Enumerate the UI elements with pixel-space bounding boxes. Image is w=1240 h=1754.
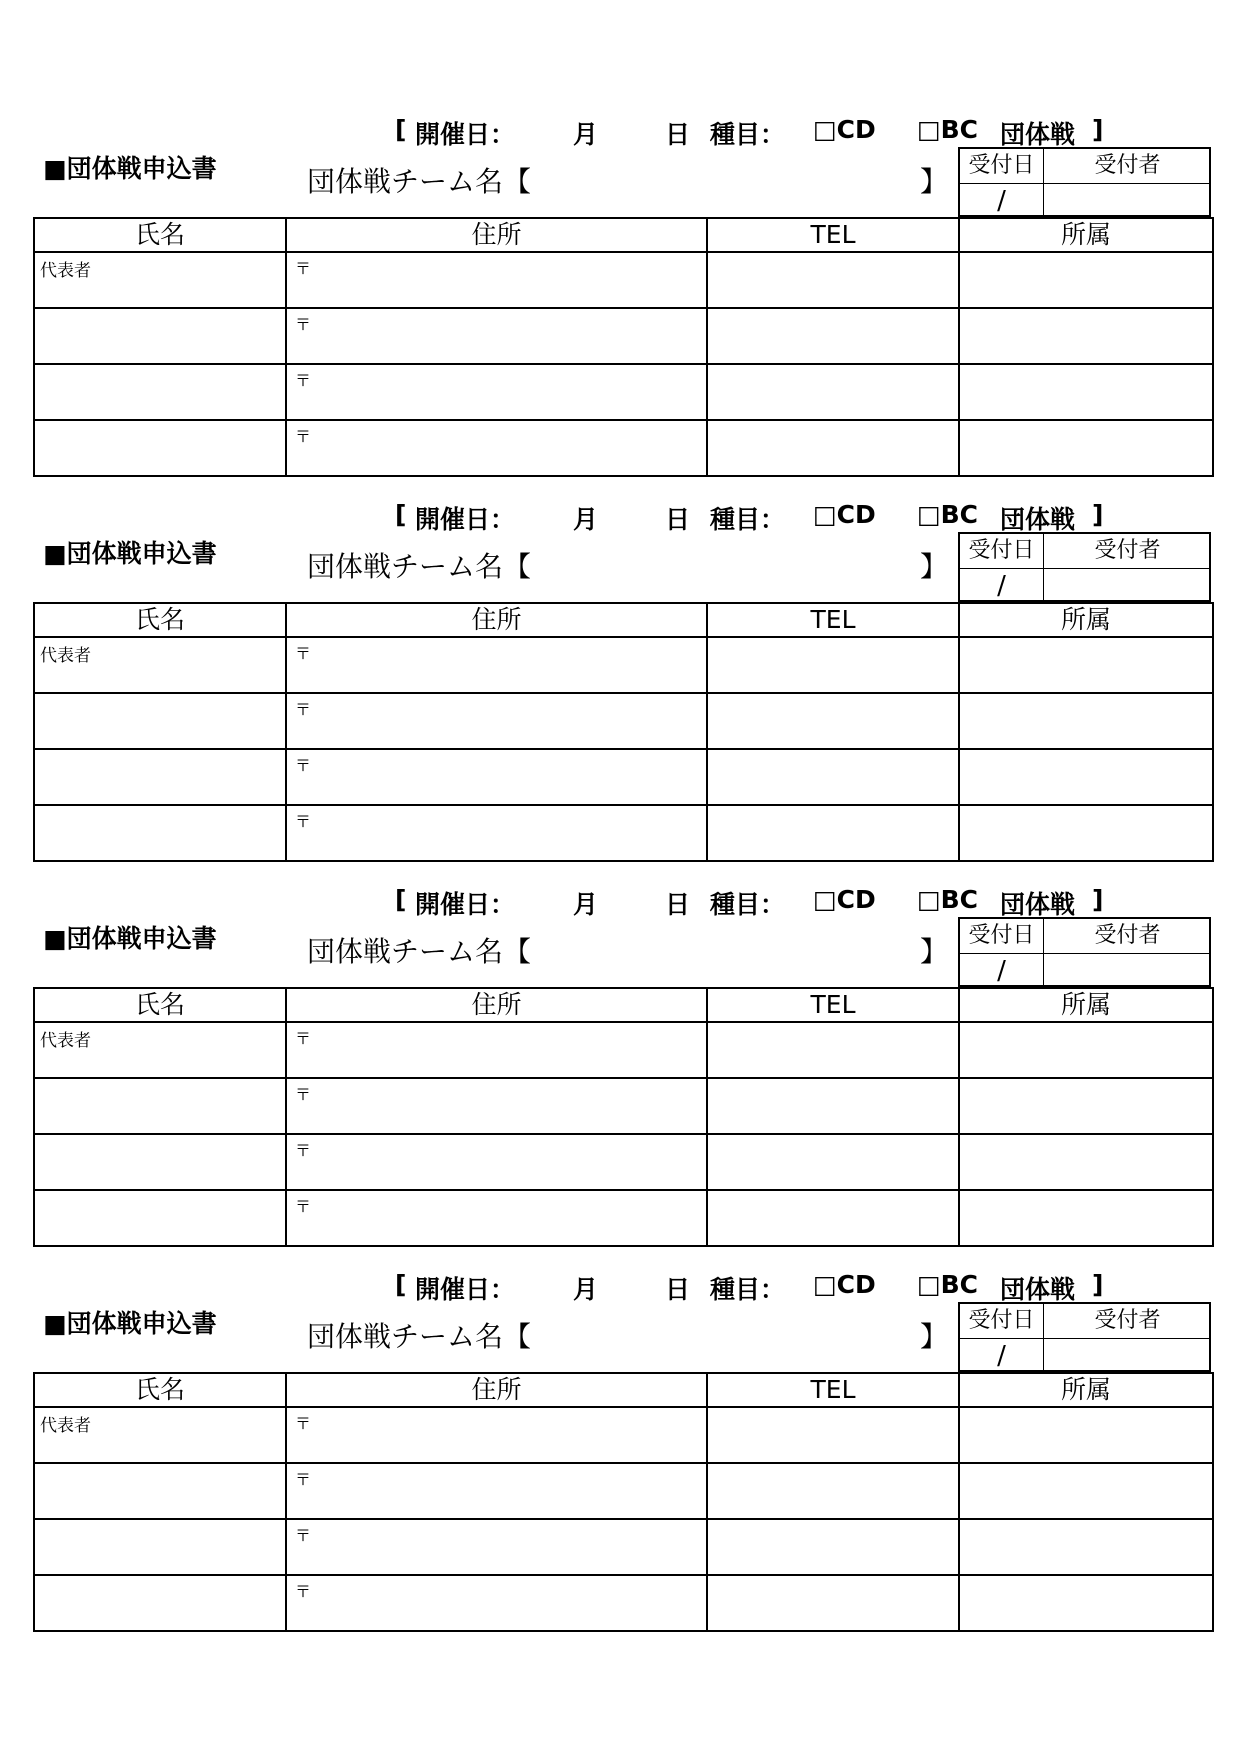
event-date-label: 開催日： xyxy=(415,1275,516,1304)
receipt-person-field[interactable] xyxy=(1044,1339,1211,1372)
form-title: ■団体戦申込書 xyxy=(43,154,217,183)
tel-cell[interactable] xyxy=(707,364,959,420)
tel-cell[interactable] xyxy=(707,1134,959,1190)
tel-cell[interactable] xyxy=(707,693,959,749)
option-bc-checkbox[interactable]: □BC xyxy=(917,885,979,914)
postal-mark: 〒 xyxy=(295,1141,312,1160)
table-header-row xyxy=(34,988,1213,1022)
tel-cell[interactable] xyxy=(707,805,959,861)
option-cd-checkbox[interactable]: □CD xyxy=(813,885,876,914)
name-cell[interactable] xyxy=(34,1463,286,1519)
category-label: 種目： xyxy=(710,890,786,919)
event-date-label: 開催日： xyxy=(415,890,516,919)
receipt-box xyxy=(958,147,1211,217)
column-header-affiliation: 所属 xyxy=(959,988,1213,1022)
affiliation-cell[interactable] xyxy=(959,1463,1213,1519)
receipt-person-label: 受付者 xyxy=(1044,534,1211,569)
representative-label: 代表者 xyxy=(40,1031,91,1051)
application-form-4 xyxy=(0,1270,1240,1655)
affiliation-cell[interactable] xyxy=(959,805,1213,861)
event-bracket-open: [ xyxy=(395,115,407,144)
name-cell[interactable] xyxy=(34,1022,286,1078)
day-label: 日 xyxy=(665,890,691,919)
name-cell[interactable] xyxy=(34,1407,286,1463)
name-cell[interactable] xyxy=(34,749,286,805)
postal-mark: 〒 xyxy=(295,756,312,775)
event-type: 団体戦 xyxy=(1000,890,1076,919)
application-form-1 xyxy=(0,115,1240,500)
affiliation-cell[interactable] xyxy=(959,252,1213,308)
application-form-3 xyxy=(0,885,1240,1270)
form-title: ■団体戦申込書 xyxy=(43,539,217,568)
column-header-tel: TEL xyxy=(707,1373,959,1407)
postal-mark: 〒 xyxy=(295,1197,312,1216)
option-bc-checkbox[interactable]: □BC xyxy=(917,500,979,529)
table-row xyxy=(34,1134,1213,1190)
name-cell[interactable] xyxy=(34,1519,286,1575)
tel-cell[interactable] xyxy=(707,1407,959,1463)
table-row xyxy=(34,1022,1213,1078)
table-row xyxy=(34,1078,1213,1134)
option-cd-checkbox[interactable]: □CD xyxy=(813,1270,876,1299)
receipt-person-field[interactable] xyxy=(1044,569,1211,602)
column-header-name: 氏名 xyxy=(34,1373,286,1407)
name-cell[interactable] xyxy=(34,1078,286,1134)
address-cell[interactable] xyxy=(286,308,707,364)
category-label: 種目： xyxy=(710,1275,786,1304)
column-header-affiliation: 所属 xyxy=(959,603,1213,637)
tel-cell[interactable] xyxy=(707,1575,959,1631)
address-cell[interactable] xyxy=(286,1463,707,1519)
postal-mark: 〒 xyxy=(295,1414,312,1433)
event-type: 団体戦 xyxy=(1000,120,1076,149)
day-label: 日 xyxy=(665,1275,691,1304)
event-type: 団体戦 xyxy=(1000,1275,1076,1304)
member-table xyxy=(33,217,1214,477)
tel-cell[interactable] xyxy=(707,637,959,693)
column-header-tel: TEL xyxy=(707,603,959,637)
tel-cell[interactable] xyxy=(707,1022,959,1078)
affiliation-cell[interactable] xyxy=(959,1190,1213,1246)
table-row xyxy=(34,693,1213,749)
receipt-person-label: 受付者 xyxy=(1044,149,1211,184)
receipt-date-label: 受付日 xyxy=(960,149,1044,184)
event-bracket-close: ] xyxy=(1092,1270,1104,1299)
name-cell[interactable] xyxy=(34,1190,286,1246)
table-row xyxy=(34,420,1213,476)
option-cd-checkbox[interactable]: □CD xyxy=(813,115,876,144)
receipt-date-label: 受付日 xyxy=(960,1304,1044,1339)
table-row xyxy=(34,805,1213,861)
column-header-name: 氏名 xyxy=(34,603,286,637)
form-title: ■団体戦申込書 xyxy=(43,1309,217,1338)
table-row xyxy=(34,1575,1213,1631)
postal-mark: 〒 xyxy=(295,1582,312,1601)
postal-mark: 〒 xyxy=(295,259,312,278)
event-bracket-close: ] xyxy=(1092,115,1104,144)
team-name-bracket-close: 】 xyxy=(920,1320,949,1353)
event-bracket-open: [ xyxy=(395,1270,407,1299)
table-row xyxy=(34,1407,1213,1463)
address-cell[interactable] xyxy=(286,1022,707,1078)
postal-mark: 〒 xyxy=(295,371,312,390)
affiliation-cell[interactable] xyxy=(959,364,1213,420)
column-header-tel: TEL xyxy=(707,218,959,252)
name-cell[interactable] xyxy=(34,637,286,693)
affiliation-cell[interactable] xyxy=(959,637,1213,693)
column-header-name: 氏名 xyxy=(34,218,286,252)
affiliation-cell[interactable] xyxy=(959,308,1213,364)
tel-cell[interactable] xyxy=(707,420,959,476)
column-header-address: 住所 xyxy=(286,218,707,252)
postal-mark: 〒 xyxy=(295,1029,312,1048)
team-name-bracket-close: 】 xyxy=(920,165,949,198)
name-cell[interactable] xyxy=(34,252,286,308)
member-table xyxy=(33,602,1214,862)
affiliation-cell[interactable] xyxy=(959,749,1213,805)
month-label: 月 xyxy=(573,1275,599,1304)
representative-label: 代表者 xyxy=(40,1416,91,1436)
member-table xyxy=(33,987,1214,1247)
postal-mark: 〒 xyxy=(295,1526,312,1545)
member-table xyxy=(33,1372,1214,1632)
receipt-person-label: 受付者 xyxy=(1044,919,1211,954)
team-name-label: 団体戦チーム名【 xyxy=(307,550,532,583)
postal-mark: 〒 xyxy=(295,427,312,446)
table-header-row xyxy=(34,1373,1213,1407)
tel-cell[interactable] xyxy=(707,1519,959,1575)
address-cell[interactable] xyxy=(286,749,707,805)
tel-cell[interactable] xyxy=(707,1078,959,1134)
address-cell[interactable] xyxy=(286,252,707,308)
name-cell[interactable] xyxy=(34,420,286,476)
column-header-affiliation: 所属 xyxy=(959,1373,1213,1407)
postal-mark: 〒 xyxy=(295,812,312,831)
team-name-label: 団体戦チーム名【 xyxy=(307,935,532,968)
column-header-tel: TEL xyxy=(707,988,959,1022)
receipt-box xyxy=(958,917,1211,987)
affiliation-cell[interactable] xyxy=(959,693,1213,749)
team-name-label: 団体戦チーム名【 xyxy=(307,165,532,198)
option-bc-checkbox[interactable]: □BC xyxy=(917,115,979,144)
table-row xyxy=(34,364,1213,420)
form-title: ■団体戦申込書 xyxy=(43,924,217,953)
name-cell[interactable] xyxy=(34,308,286,364)
receipt-box xyxy=(958,1302,1211,1372)
column-header-address: 住所 xyxy=(286,1373,707,1407)
column-header-name: 氏名 xyxy=(34,988,286,1022)
receipt-person-label: 受付者 xyxy=(1044,1304,1211,1339)
affiliation-cell[interactable] xyxy=(959,420,1213,476)
tel-cell[interactable] xyxy=(707,308,959,364)
receipt-box xyxy=(958,532,1211,602)
category-label: 種目： xyxy=(710,505,786,534)
column-header-affiliation: 所属 xyxy=(959,218,1213,252)
team-name-label: 団体戦チーム名【 xyxy=(307,1320,532,1353)
address-cell[interactable] xyxy=(286,1134,707,1190)
receipt-date-label: 受付日 xyxy=(960,534,1044,569)
address-cell[interactable] xyxy=(286,1078,707,1134)
option-bc-checkbox[interactable]: □BC xyxy=(917,1270,979,1299)
tel-cell[interactable] xyxy=(707,252,959,308)
column-header-address: 住所 xyxy=(286,988,707,1022)
event-date-label: 開催日： xyxy=(415,120,516,149)
address-cell[interactable] xyxy=(286,693,707,749)
table-row xyxy=(34,1519,1213,1575)
receipt-date-label: 受付日 xyxy=(960,919,1044,954)
receipt-date-field[interactable]: / xyxy=(960,184,1044,217)
address-cell[interactable] xyxy=(286,1190,707,1246)
name-cell[interactable] xyxy=(34,364,286,420)
team-name-bracket-close: 】 xyxy=(920,935,949,968)
address-cell[interactable] xyxy=(286,420,707,476)
receipt-date-field[interactable]: / xyxy=(960,954,1044,987)
receipt-person-field[interactable] xyxy=(1044,954,1211,987)
tel-cell[interactable] xyxy=(707,1463,959,1519)
address-cell[interactable] xyxy=(286,805,707,861)
receipt-person-field[interactable] xyxy=(1044,184,1211,217)
day-label: 日 xyxy=(665,120,691,149)
event-bracket-close: ] xyxy=(1092,885,1104,914)
affiliation-cell[interactable] xyxy=(959,1575,1213,1631)
table-row xyxy=(34,308,1213,364)
affiliation-cell[interactable] xyxy=(959,1078,1213,1134)
affiliation-cell[interactable] xyxy=(959,1134,1213,1190)
month-label: 月 xyxy=(573,505,599,534)
address-cell[interactable] xyxy=(286,637,707,693)
event-type: 団体戦 xyxy=(1000,505,1076,534)
event-bracket-open: [ xyxy=(395,500,407,529)
event-date-label: 開催日： xyxy=(415,505,516,534)
table-header-row xyxy=(34,218,1213,252)
affiliation-cell[interactable] xyxy=(959,1407,1213,1463)
address-cell[interactable] xyxy=(286,1575,707,1631)
postal-mark: 〒 xyxy=(295,315,312,334)
postal-mark: 〒 xyxy=(295,644,312,663)
day-label: 日 xyxy=(665,505,691,534)
month-label: 月 xyxy=(573,890,599,919)
table-row xyxy=(34,1463,1213,1519)
category-label: 種目： xyxy=(710,120,786,149)
postal-mark: 〒 xyxy=(295,1085,312,1104)
name-cell[interactable] xyxy=(34,805,286,861)
team-name-bracket-close: 】 xyxy=(920,550,949,583)
address-cell[interactable] xyxy=(286,1407,707,1463)
tel-cell[interactable] xyxy=(707,1190,959,1246)
name-cell[interactable] xyxy=(34,693,286,749)
option-cd-checkbox[interactable]: □CD xyxy=(813,500,876,529)
postal-mark: 〒 xyxy=(295,1470,312,1489)
address-cell[interactable] xyxy=(286,1519,707,1575)
affiliation-cell[interactable] xyxy=(959,1519,1213,1575)
event-bracket-close: ] xyxy=(1092,500,1104,529)
receipt-date-field[interactable]: / xyxy=(960,1339,1044,1372)
name-cell[interactable] xyxy=(34,1134,286,1190)
event-bracket-open: [ xyxy=(395,885,407,914)
affiliation-cell[interactable] xyxy=(959,1022,1213,1078)
tel-cell[interactable] xyxy=(707,749,959,805)
table-row xyxy=(34,749,1213,805)
column-header-address: 住所 xyxy=(286,603,707,637)
receipt-date-field[interactable]: / xyxy=(960,569,1044,602)
representative-label: 代表者 xyxy=(40,646,91,666)
table-row xyxy=(34,1190,1213,1246)
table-row xyxy=(34,252,1213,308)
representative-label: 代表者 xyxy=(40,261,91,281)
postal-mark: 〒 xyxy=(295,700,312,719)
table-row xyxy=(34,637,1213,693)
application-form-2 xyxy=(0,500,1240,885)
address-cell[interactable] xyxy=(286,364,707,420)
name-cell[interactable] xyxy=(34,1575,286,1631)
month-label: 月 xyxy=(573,120,599,149)
table-header-row xyxy=(34,603,1213,637)
